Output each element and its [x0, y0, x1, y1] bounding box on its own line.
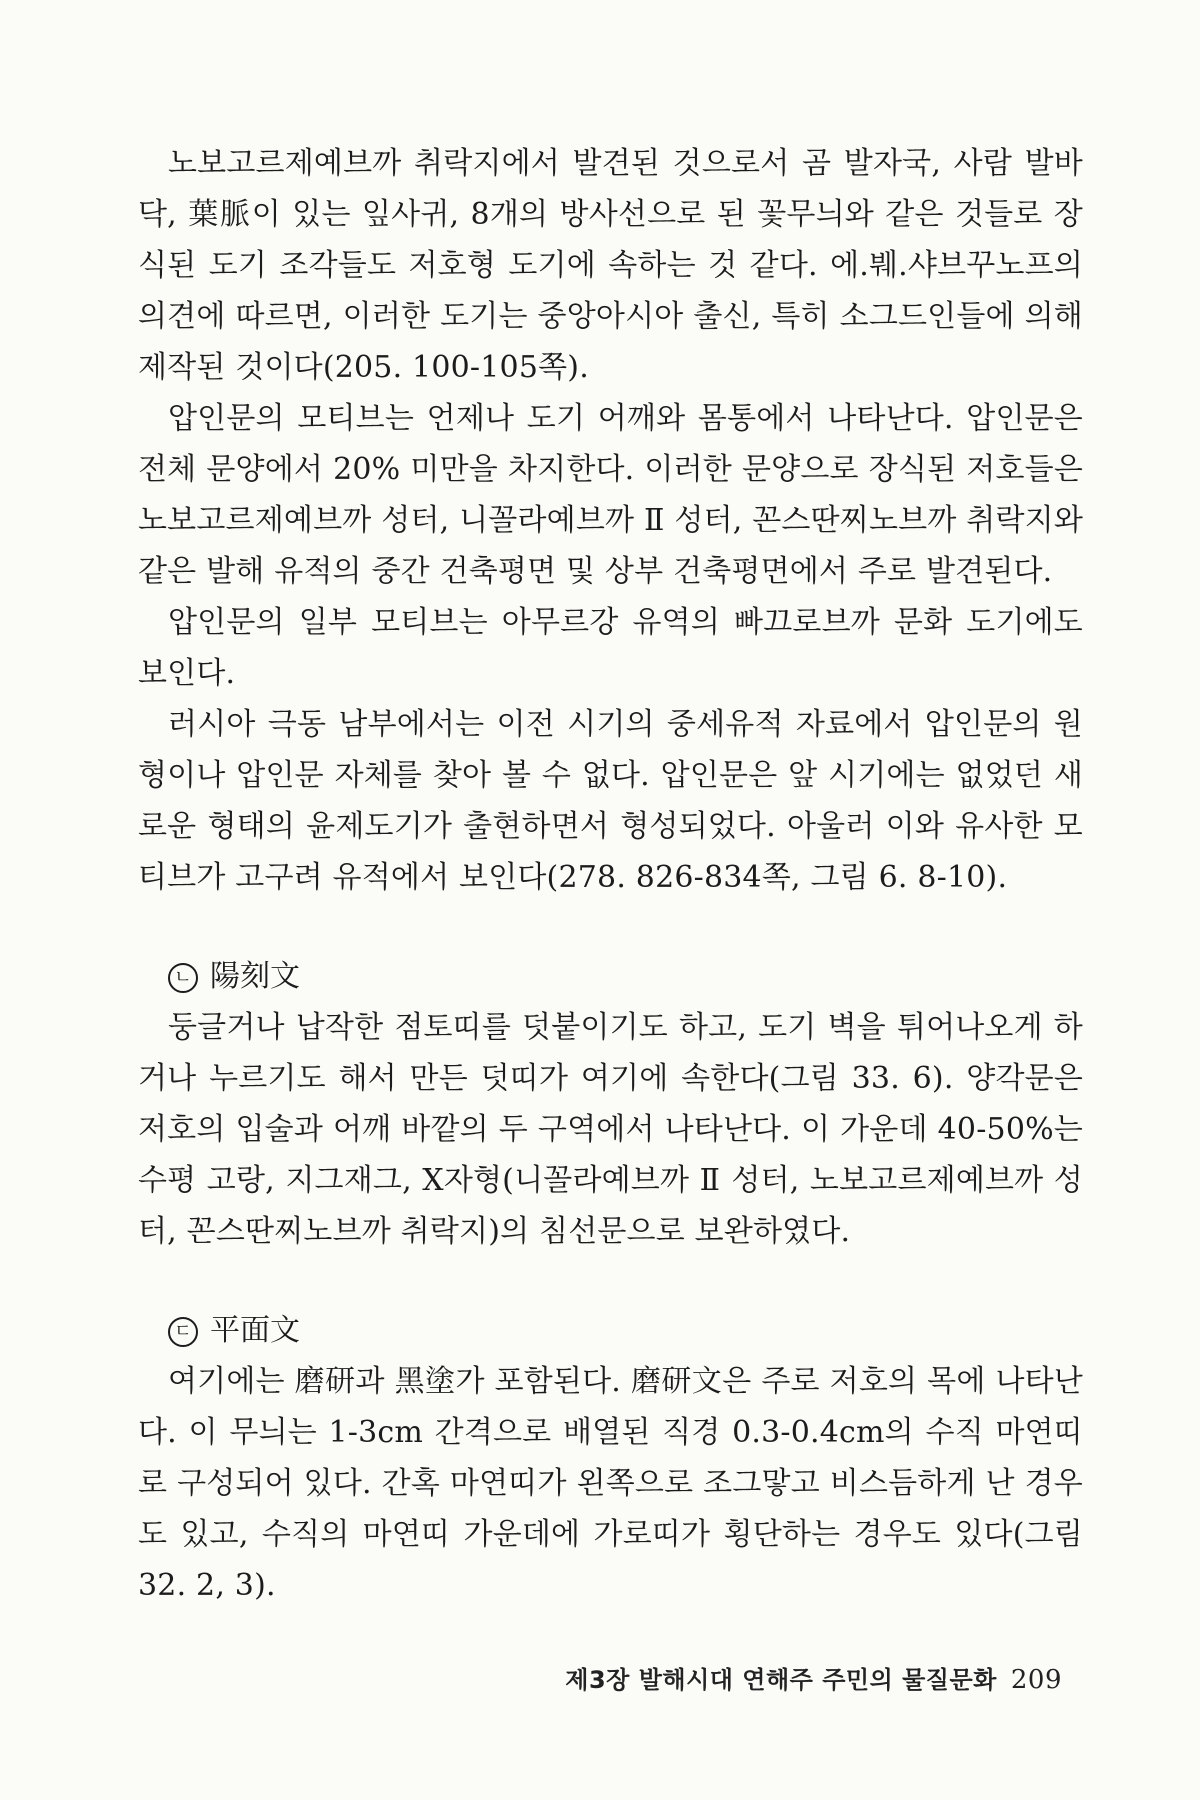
- paragraph: 압인문의 일부 모티브는 아무르강 유역의 빠끄로브까 문화 도기에도 보인다.: [138, 605, 1083, 691]
- page-number: 209: [1010, 1665, 1062, 1695]
- page-body: [138, 138, 1083, 1611]
- paragraph: 러시아 극동 남부에서는 이전 시기의 중세유적 자료에서 압인문의 원형이나 압인문 자체를 찾아 볼 수 없다. 압인문은 앞 시기에는 없었던 새로운 형태의 윤제도기가 출현하면서 형성되었다. 아울러 이와 유사한 모티브가 고구려 유적에서 보인다(278. 826-834쪽, 그림 6. 8-10).: [138, 707, 1083, 895]
- paragraph: 노보고르제예브까 취락지에서 발견된 것으로서 곰 발자국, 사람 발바닥, 葉脈이 있는 잎사귀, 8개의 방사선으로 된 꽃무늬와 같은 것들로 장식된 도기 조각들도 저호형 도기에 속하는 것 같다. 에.붸.샤브꾸노프의 의견에 따르면, 이러한 도기는 중앙아시아 출신, 특히 소그드인들에 의해 제작된 것이다(205. 100-105쪽).: [138, 146, 1083, 385]
- paragraph: 압인문의 모티브는 언제나 도기 어깨와 몸통에서 나타난다. 압인문은 전체 문양에서 20% 미만을 차지한다. 이러한 문양으로 장식된 저호들은 노보고르제예브까 성터, 니꼴라예브까 Ⅱ 성터, 꼰스딴찌노브까 취락지와 같은 발해 유적의 중간 건축평면 및 상부 건축평면에서 주로 발견된다.: [138, 401, 1083, 589]
- paragraph: 여기에는 磨研과 黑塗가 포함된다. 磨研文은 주로 저호의 목에 나타난다. 이 무늬는 1-3cm 간격으로 배열된 직경 0.3-0.4cm의 수직 마연띠로 구성되어 있다. 간혹 마연띠가 왼쪽으로 조그맣고 비스듬하게 난 경우도 있고, 수직의 마연띠 가운데에 가로띠가 횡단하는 경우도 있다(그림 32. 2, 3).: [138, 1364, 1083, 1603]
- section-title: 陽刻文: [210, 959, 300, 994]
- paragraph: 둥글거나 납작한 점토띠를 덧붙이기도 하고, 도기 벽을 튀어나오게 하거나 누르기도 해서 만든 덧띠가 여기에 속한다(그림 33. 6). 양각문은 저호의 입술과 어깨 바깥의 두 구역에서 나타난다. 이 가운데 40-50%는 수평 고랑, 지그재그, X자형(니꼴라예브까 Ⅱ 성터, 노보고르제예브까 성터, 꼰스딴찌노브까 취락지)의 침선문으로 보완하였다.: [138, 1010, 1083, 1249]
- circled-marker: ㄷ: [168, 1317, 198, 1347]
- section-heading-relief-pattern: [138, 951, 1083, 1002]
- page-footer: [565, 1660, 1062, 1695]
- running-title: 제3장 발해시대 연해주 주민의 물질문화: [565, 1666, 997, 1694]
- section-title: 平面文: [210, 1313, 300, 1348]
- section-heading-flat-pattern: [138, 1305, 1083, 1356]
- circled-marker: ㄴ: [168, 963, 198, 993]
